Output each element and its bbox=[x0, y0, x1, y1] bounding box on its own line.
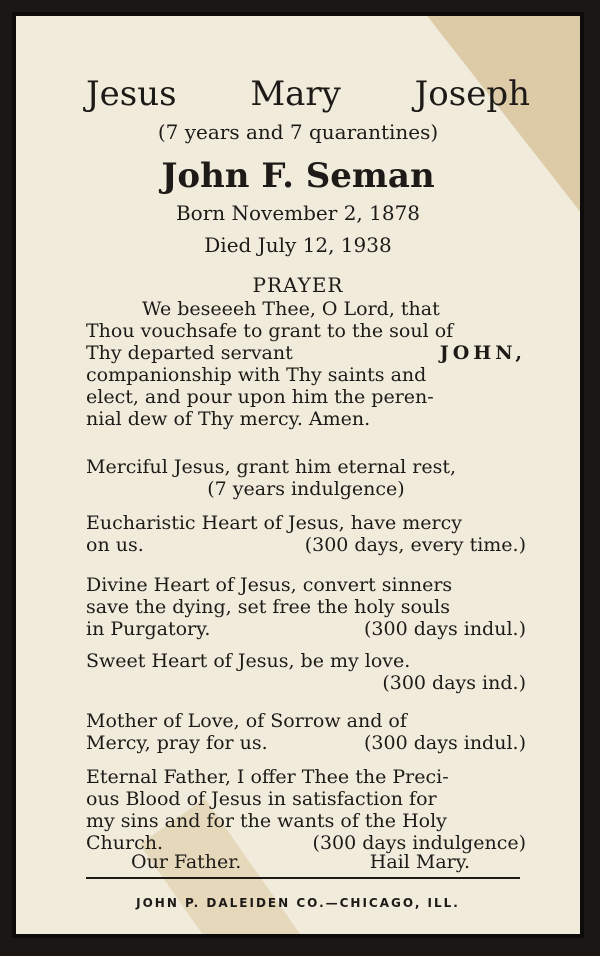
name-mary: Mary bbox=[250, 74, 341, 114]
deceased-name: John F. Seman bbox=[161, 156, 435, 196]
block-line-part: on us. bbox=[86, 534, 144, 556]
block-line-part: Church. bbox=[86, 832, 164, 854]
prayer-line: nial dew of Thy mercy. Amen. bbox=[86, 408, 371, 430]
block-line: Eucharistic Heart of Jesus, have mercy bbox=[86, 512, 463, 534]
hail-mary: Hail Mary. bbox=[369, 851, 470, 873]
ejaculation-sweet-heart bbox=[86, 650, 526, 694]
printer-credit: JOHN P. DALEIDEN CO.—CHICAGO, ILL. bbox=[136, 896, 460, 910]
indulgence-note: (300 days indul.) bbox=[364, 732, 526, 754]
block-line-part: Mercy, pray for us. bbox=[86, 732, 268, 754]
prayer-line bbox=[86, 342, 526, 364]
block-line: save the dying, set free the holy souls bbox=[86, 596, 450, 618]
block-line-part: in Purgatory. bbox=[86, 618, 211, 640]
ejaculation-merciful-jesus bbox=[86, 456, 526, 500]
indulgence-note: (300 days ind.) bbox=[382, 672, 526, 694]
prayer-card bbox=[12, 12, 584, 938]
block-line bbox=[86, 732, 526, 754]
indulgence-note: (7 years indulgence) bbox=[207, 478, 405, 500]
block-line: Eternal Father, I offer Thee the Preci- bbox=[86, 766, 449, 788]
ejaculation-divine-heart bbox=[86, 574, 526, 640]
our-father: Our Father. bbox=[131, 851, 242, 873]
block-line bbox=[86, 618, 526, 640]
holy-names bbox=[86, 74, 530, 114]
ejaculation-eternal-father bbox=[86, 766, 526, 854]
block-line bbox=[86, 534, 526, 556]
ejaculation-eucharistic-heart bbox=[86, 512, 526, 556]
closing-prayers bbox=[131, 851, 470, 873]
prayer-title: PRAYER bbox=[252, 273, 344, 297]
prayer-line: Thou vouchsafe to grant to the soul of bbox=[86, 320, 454, 342]
born-date: Born November 2, 1878 bbox=[175, 201, 421, 225]
prayer-line-part: Thy departed servant bbox=[86, 342, 293, 364]
block-line: Sweet Heart of Jesus, be my love. bbox=[86, 650, 411, 672]
ejaculation-mother-of-love bbox=[86, 710, 526, 754]
prayer-line: elect, and pour upon him the peren- bbox=[86, 386, 434, 408]
name-jesus: Jesus bbox=[86, 74, 177, 114]
indulgence-subtitle: (7 years and 7 quarantines) bbox=[157, 120, 439, 144]
block-line: ous Blood of Jesus in satisfaction for bbox=[86, 788, 437, 810]
block-line: Mother of Love, of Sorrow and of bbox=[86, 710, 407, 732]
name-joseph: Joseph bbox=[414, 74, 530, 114]
block-line: my sins and for the wants of the Holy bbox=[86, 810, 447, 832]
block-line: Divine Heart of Jesus, convert sinners bbox=[86, 574, 453, 596]
died-date: Died July 12, 1938 bbox=[204, 233, 392, 257]
block-line: Merciful Jesus, grant him eternal rest, bbox=[86, 456, 457, 478]
indulgence-note: (300 days, every time.) bbox=[304, 534, 526, 556]
servant-name: JOHN, bbox=[439, 342, 526, 364]
indulgence-note: (300 days indul.) bbox=[364, 618, 526, 640]
main-prayer bbox=[86, 298, 526, 430]
indulgence-note: (300 days indulgence) bbox=[312, 832, 526, 854]
footer-divider bbox=[86, 877, 520, 879]
prayer-line: companionship with Thy saints and bbox=[86, 364, 427, 386]
prayer-line: We beseeeh Thee, O Lord, that bbox=[142, 298, 440, 320]
